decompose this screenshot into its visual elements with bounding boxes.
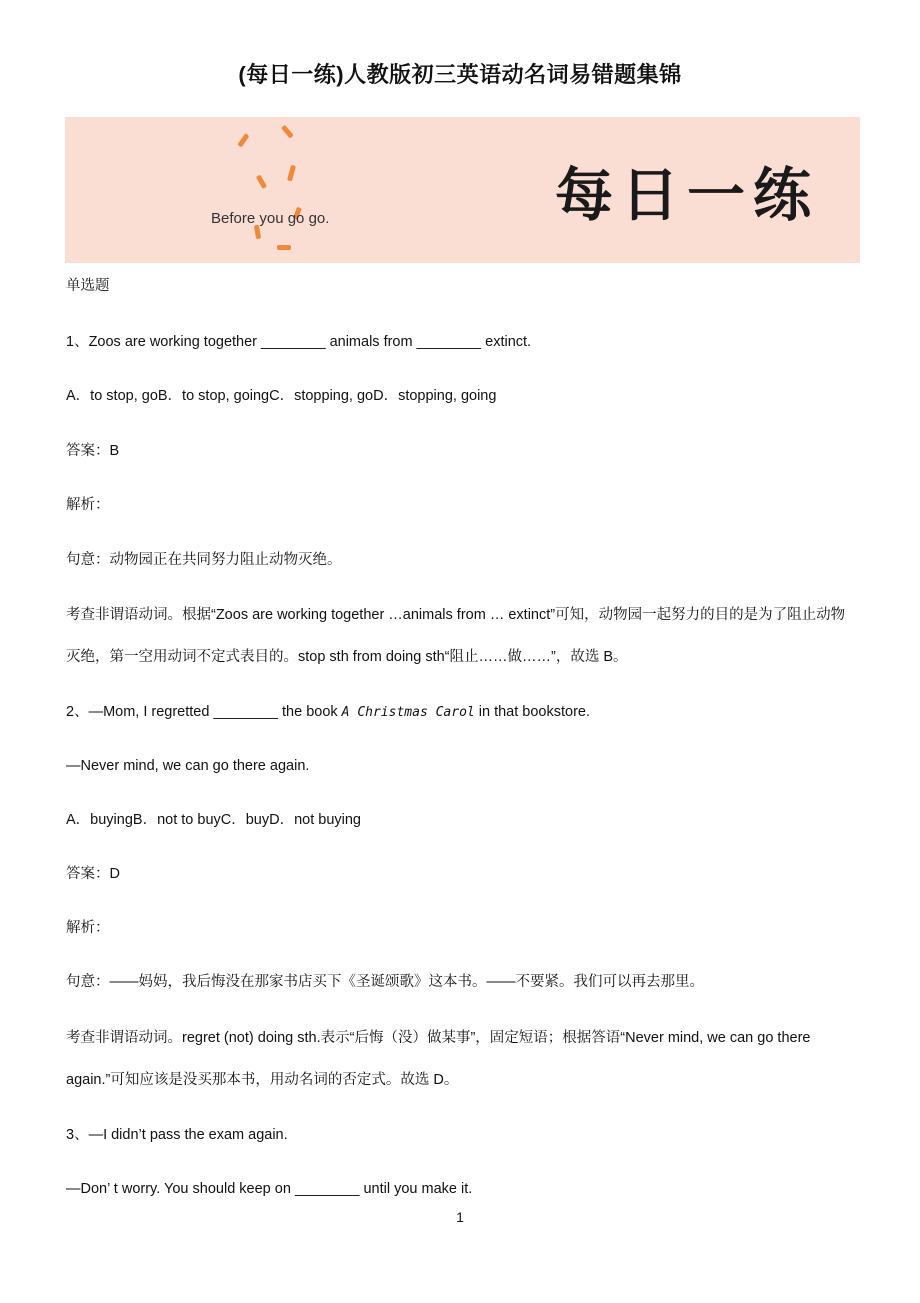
page-title: (每日一练)人教版初三英语动名词易错题集锦 [238,62,682,87]
q2-explanation: 考查非谓语动词。regret (not) doing sth.表示“后悔（没）做某事”，固定短语；根据答语“Never mind, we can go there again.”可知应该是没买那本书，用动名词的否定式。故选 D。 [66,1030,811,1088]
q1-question: 1、Zoos are working together ________ animals from ________ extinct. [66,334,532,350]
q1-answer: 答案：B [66,443,120,459]
q1-analysis-label: 解析： [66,497,110,513]
q1-options: A．to stop, goB．to stop, goingC．stopping, goD．stopping, going [66,388,497,404]
q2-question-prefix: 2、—Mom, I regretted ________ the book [66,704,342,720]
q2-answer: 答案：D [66,866,120,882]
q3-question: 3、—I didn’t pass the exam again. [66,1127,288,1143]
q2-analysis-label: 解析： [66,920,110,936]
q2-options: A．buyingB．not to buyC．buyD．not buying [66,812,361,828]
section-heading: 单选题 [66,278,110,294]
page-number: 1 [456,1209,464,1225]
header-banner [65,117,860,263]
q2-meaning: 句意：——妈妈，我后悔没在那家书店买下《圣诞颂歌》这本书。——不要紧。我们可以再去那里。 [66,974,704,990]
q2-book-title: A Christmas Carol [341,705,475,720]
q2-question [66,702,590,723]
q2-question-suffix: in that bookstore. [474,704,590,720]
q1-explanation: 考查非谓语动词。根据“Zoos are working together …animals from … extinct”可知，动物园一起努力的目的是为了阻止动物灭绝，第一空用动词不定式表目的。stop sth from doing sth“阻止……做……”，故选 B。 [66,607,846,665]
q3-reply: —Don’ t worry. You should keep on ________ until you make it. [66,1181,473,1197]
banner-heading: 每日一练 [555,161,820,229]
banner-illustration [65,117,860,263]
q2-reply: —Never mind, we can go there again. [66,758,310,774]
q1-meaning: 句意：动物园正在共同努力阻止动物灭绝。 [66,552,342,568]
banner-tagline: Before you go go. [211,210,330,227]
